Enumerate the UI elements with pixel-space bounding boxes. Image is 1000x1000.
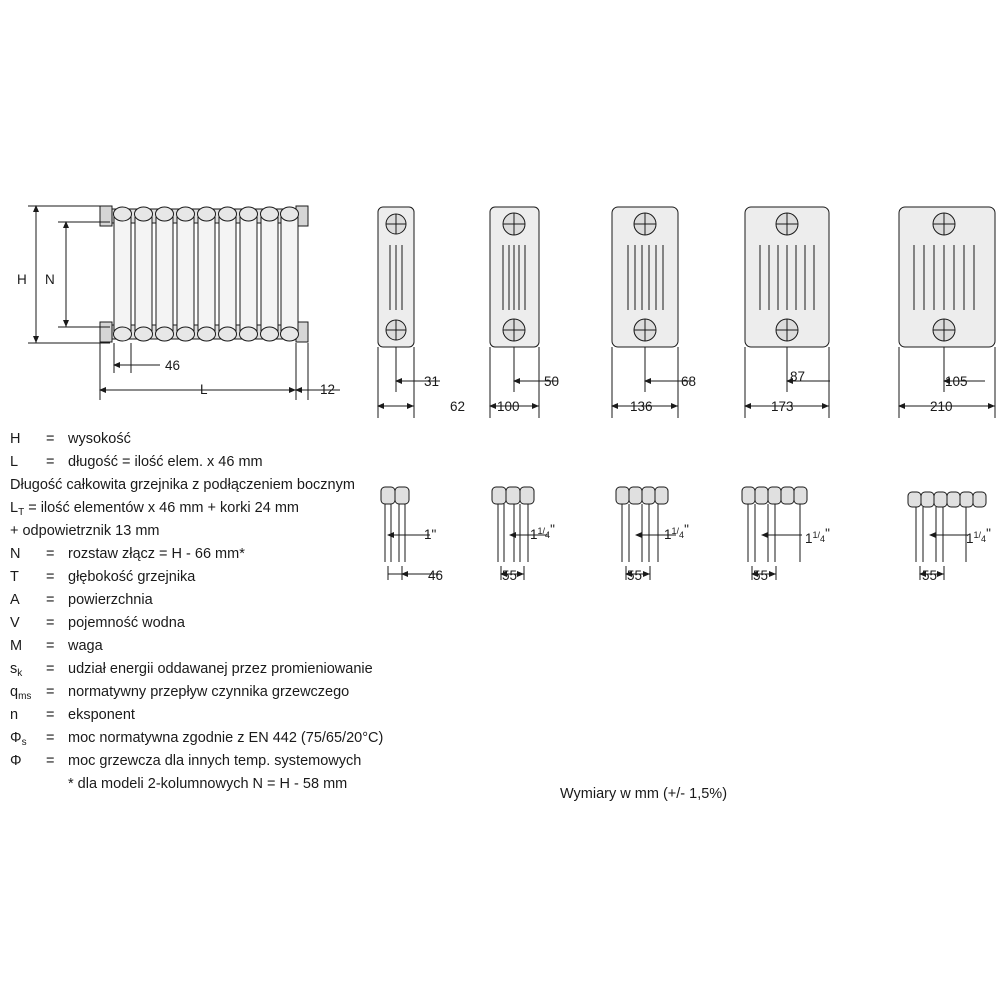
label-s2-spacing: 55 <box>502 568 518 583</box>
label-length-l: L <box>200 382 208 397</box>
legend-symbol: n <box>10 707 19 723</box>
legend-row-n <box>10 547 480 562</box>
legend-text: eksponent <box>68 707 135 723</box>
label-end-offset: 12 <box>320 382 336 397</box>
legend-symbol-lt-sub: T <box>18 507 25 518</box>
legend-equals: = <box>46 615 55 631</box>
legend-text: normatywny przepływ czynnika grzewczego <box>68 684 350 700</box>
legend-equals: = <box>46 707 55 723</box>
legend-row-v <box>10 616 480 631</box>
legend-row-lt <box>10 501 480 516</box>
legend-equals: = <box>46 684 55 700</box>
label-s5-spacing: 55 <box>922 568 938 583</box>
legend-symbol-lt: L <box>10 500 19 516</box>
legend-text: moc grzewcza dla innych temp. systemowych <box>68 753 362 769</box>
legend-equals: = <box>46 431 55 447</box>
legend-symbol: L <box>10 454 19 470</box>
legend-symbol: V <box>10 615 20 631</box>
legend-equals: = <box>46 638 55 654</box>
legend-note-vent: + odpowietrznik 13 mm <box>10 523 160 539</box>
legend-row-phi-s <box>10 731 480 746</box>
label-s3-thread: $1^1/_4$" <box>664 522 689 542</box>
section-4-columns <box>612 207 690 580</box>
label-s4-inner: 87 <box>790 369 806 384</box>
label-s2-inner: 50 <box>544 374 560 389</box>
legend-text-lt: = ilość elementów x 46 mm + korki 24 mm <box>28 500 299 516</box>
legend-text: głębokość grzejnika <box>68 569 196 585</box>
legend-symbol: T <box>10 569 19 585</box>
legend-equals: = <box>46 592 55 608</box>
section-5-columns <box>742 207 830 580</box>
label-s4-spacing: 55 <box>753 568 769 583</box>
legend-text: moc normatywna zgodnie z EN 442 (75/65/20°C) <box>68 730 384 746</box>
legend-symbol: M <box>10 638 23 654</box>
legend-symbol: A <box>10 592 20 608</box>
legend-text: powierzchnia <box>68 592 153 608</box>
legend-row-n-exp <box>10 708 480 723</box>
legend-symbol: N <box>10 546 21 562</box>
legend-text: długość = ilość elem. x 46 mm <box>68 454 263 470</box>
label-s1-outer: 62 <box>450 399 466 414</box>
legend-equals: = <box>46 753 55 769</box>
legend-text: wysokość <box>68 431 131 447</box>
legend-row-l <box>10 455 480 470</box>
legend-row-t <box>10 570 480 585</box>
label-s2-outer: 100 <box>497 399 520 414</box>
legend-equals: = <box>46 661 55 677</box>
legend-row-sk <box>10 662 480 677</box>
legend-equals: = <box>46 546 55 562</box>
legend-row-a <box>10 593 480 608</box>
front-view-radiator <box>100 206 308 342</box>
label-s5-thread: $1^1/_4$" <box>966 526 991 546</box>
legend-row-phi <box>10 754 480 769</box>
legend-equals: = <box>46 730 55 746</box>
legend-symbol: H <box>10 431 21 447</box>
legend-symbol-qms: $q_{ms}$ <box>10 684 32 702</box>
label-height-h: H <box>17 272 27 287</box>
legend-symbol-sk: $s_k$ <box>10 661 23 679</box>
height-dimensions <box>28 206 110 343</box>
legend-row-qms <box>10 685 480 700</box>
legend-text: rozstaw złącz = H - 66 mm* <box>68 546 245 562</box>
label-s3-inner: 68 <box>681 374 697 389</box>
legend-text: waga <box>68 638 103 654</box>
legend-symbol-phi-s: $\Phi_s$ <box>10 730 27 748</box>
label-s5-outer: 210 <box>930 399 953 414</box>
label-s3-spacing: 55 <box>627 568 643 583</box>
legend-symbol: Φ <box>10 753 22 769</box>
label-s5-inner: 105 <box>945 374 968 389</box>
legend-equals: = <box>46 569 55 585</box>
legend-block <box>10 432 480 792</box>
legend-text: udział energii oddawanej przez promieniowanie <box>68 661 373 677</box>
legend-equals: = <box>46 454 55 470</box>
section-6-columns <box>899 207 995 580</box>
label-s4-thread: $1^1/_4$" <box>805 526 830 546</box>
length-dimensions <box>100 343 340 400</box>
legend-row-h <box>10 432 480 447</box>
label-s2-thread: $1^1/_4$" <box>530 522 555 542</box>
label-s3-outer: 136 <box>630 399 653 414</box>
label-s1-thread: 1" <box>424 527 437 542</box>
legend-text: pojemność wodna <box>68 615 185 631</box>
legend-row-m <box>10 639 480 654</box>
label-height-n: N <box>45 272 55 287</box>
label-s1-spacing: 46 <box>428 568 444 583</box>
label-s4-outer: 173 <box>771 399 794 414</box>
legend-footnote: * dla modeli 2-kolumnowych N = H - 58 mm <box>68 776 348 792</box>
label-s1-inner: 31 <box>424 374 440 389</box>
units-note: Wymiary w mm (+/- 1,5%) <box>560 786 728 802</box>
section-3-columns <box>490 207 558 580</box>
legend-note-total-length: Długość całkowita grzejnika z podłączeniem bocznym <box>10 477 355 493</box>
label-element-width: 46 <box>165 358 181 373</box>
